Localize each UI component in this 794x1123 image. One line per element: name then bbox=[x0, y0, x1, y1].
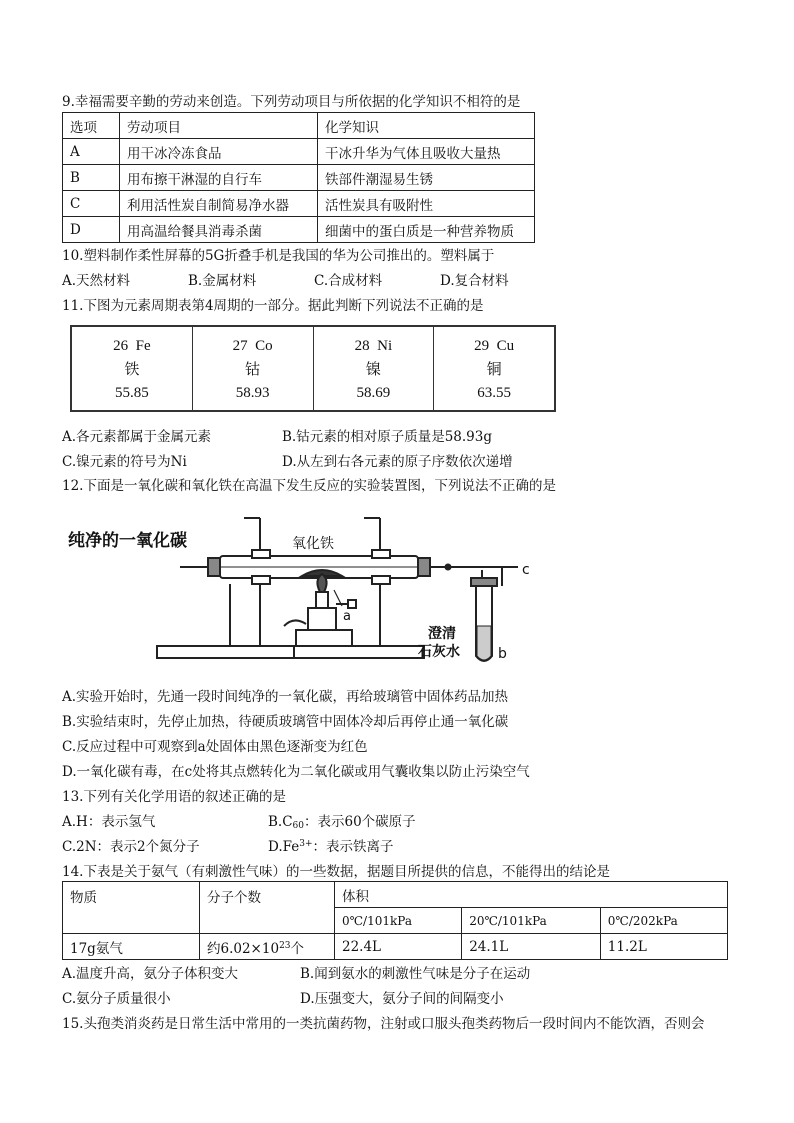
atomic-number: 28 bbox=[354, 338, 370, 354]
clamp bbox=[252, 576, 270, 584]
q10-option-c: C.合成材料 bbox=[314, 273, 383, 289]
element-cell-cu bbox=[434, 327, 554, 410]
q13-stem: 13.下列有关化学用语的叙述正确的是 bbox=[62, 789, 286, 805]
q9-stem: 9.幸福需要辛勤的劳动来创造。下列劳动项目与所依据的化学知识不相符的是 bbox=[62, 94, 521, 110]
element-name: 钴 bbox=[245, 362, 261, 378]
cell: 用高温给餐具消毒杀菌 bbox=[120, 217, 318, 243]
cell-volume-1: 24.1L bbox=[462, 934, 601, 960]
q12-option-a: A.实验开始时，先通一段时间纯净的一氧化碳，再给玻璃管中固体药品加热 bbox=[62, 689, 509, 705]
q10-option-b: B.金属材料 bbox=[188, 273, 257, 289]
cell: 干冰升华为气体且吸收大量热 bbox=[318, 139, 535, 165]
cell: B bbox=[63, 165, 120, 191]
clamp bbox=[372, 550, 390, 558]
q14-option-b: B.闻到氨水的刺激性气味是分子在运动 bbox=[300, 966, 531, 982]
count-unit: 个 bbox=[290, 940, 305, 957]
table-row bbox=[63, 191, 535, 217]
option-text: B.C bbox=[268, 814, 293, 830]
q11-option-d: D.从左到右各元素的原子序数依次递增 bbox=[282, 454, 513, 470]
label-b: b bbox=[498, 646, 507, 662]
experiment-apparatus-figure bbox=[62, 508, 562, 676]
q14-option-c: C.氨分子质量很小 bbox=[62, 991, 171, 1007]
header-volume: 体积 bbox=[335, 882, 728, 908]
atomic-number: 27 bbox=[232, 338, 248, 354]
count-exponent: 23 bbox=[279, 940, 291, 951]
cell: 活性炭具有吸附性 bbox=[318, 191, 535, 217]
condition-0: 0℃/101kPa bbox=[335, 908, 462, 934]
q12-option-c: C.反应过程中可观察到a处固体由黑色逐渐变为红色 bbox=[62, 739, 368, 755]
q11-option-b: B.钴元素的相对原子质量是58.93g bbox=[282, 429, 493, 445]
header-substance: 物质 bbox=[63, 882, 200, 934]
q14-table bbox=[62, 881, 728, 960]
condition-2: 0℃/202kPa bbox=[600, 908, 727, 934]
element-name: 铜 bbox=[486, 362, 502, 378]
table-row bbox=[63, 139, 535, 165]
lamp-base bbox=[296, 630, 352, 646]
q12-option-b: B.实验结束时，先停止加热，待硬质玻璃管中固体冷却后再停止通一氧化碳 bbox=[62, 714, 509, 730]
header-count: 分子个数 bbox=[200, 882, 335, 934]
option-text: C.2N：表示2个氮分子 bbox=[62, 839, 200, 855]
clamp bbox=[372, 576, 390, 584]
periodic-table-excerpt bbox=[70, 325, 556, 412]
test-tube-stopper bbox=[471, 578, 497, 586]
cell: A bbox=[63, 139, 120, 165]
flame bbox=[317, 574, 326, 592]
cell: 利用活性炭自制简易净水器 bbox=[120, 191, 318, 217]
atomic-mass: 58.69 bbox=[356, 385, 391, 401]
q13-option-b bbox=[268, 810, 416, 831]
element-symbol: Cu bbox=[496, 338, 515, 354]
label-limewater-line2: 石灰水 bbox=[418, 644, 460, 660]
condition-1: 20℃/101kPa bbox=[462, 908, 601, 934]
clamp bbox=[252, 550, 270, 558]
atomic-number: 26 bbox=[113, 338, 129, 354]
element-cell-ni bbox=[314, 327, 435, 410]
table-header-row bbox=[63, 882, 728, 908]
option-text: ：表示铁离子 bbox=[312, 839, 394, 855]
label-iron-oxide: 氧化铁 bbox=[292, 536, 334, 552]
q13-option-d bbox=[268, 835, 394, 855]
label-a: a bbox=[343, 609, 351, 624]
q9-table bbox=[62, 112, 535, 243]
left-stopper bbox=[208, 558, 220, 576]
lamp-body bbox=[308, 608, 336, 630]
q14-option-d: D.压强变大，氨分子间的间隔变小 bbox=[300, 991, 504, 1007]
cell-count bbox=[200, 934, 335, 960]
atomic-mass: 55.85 bbox=[115, 385, 149, 401]
q11-stem: 11.下图为元素周期表第4周期的一部分。据此判断下列说法不正确的是 bbox=[62, 298, 484, 314]
cell-volume-2: 11.2L bbox=[600, 934, 727, 960]
q10-stem: 10.塑料制作柔性屏幕的5G折叠手机是我国的华为公司推出的。塑料属于 bbox=[62, 248, 495, 264]
cell: 用布擦干淋湿的自行车 bbox=[120, 165, 318, 191]
header-option: 选项 bbox=[63, 113, 120, 139]
element-symbol: Co bbox=[255, 338, 273, 354]
element-symbol: Fe bbox=[135, 338, 151, 354]
right-stand-base bbox=[294, 646, 424, 658]
element-symbol: Ni bbox=[377, 338, 393, 354]
table-header-row bbox=[63, 113, 535, 139]
header-labor: 劳动项目 bbox=[120, 113, 318, 139]
limewater bbox=[477, 626, 491, 660]
q13-option-a bbox=[62, 810, 155, 830]
element-cell-co bbox=[193, 327, 314, 410]
q10-option-a: A.天然材料 bbox=[62, 273, 131, 289]
cell: C bbox=[63, 191, 120, 217]
count-text: 约6.02×10 bbox=[207, 940, 280, 957]
table-row bbox=[63, 934, 728, 960]
q11-option-a: A.各元素都属于金属元素 bbox=[62, 429, 212, 445]
cell: 铁部件潮湿易生锈 bbox=[318, 165, 535, 191]
element-cell-fe bbox=[72, 327, 193, 410]
q12-stem: 12.下面是一氧化碳和氧化铁在高温下发生反应的实验装置图，下列说法不正确的是 bbox=[62, 478, 556, 494]
lamp-handle bbox=[284, 620, 306, 626]
q15-stem: 15.头孢类消炎药是日常生活中常用的一类抗菌药物，注射或口服头孢类药物后一段时间内不能饮酒，否则会 bbox=[62, 1016, 705, 1032]
right-stopper bbox=[418, 558, 430, 576]
q11-option-c: C.镍元素的符号为Ni bbox=[62, 454, 187, 470]
element-name: 镍 bbox=[365, 362, 381, 378]
label-pure-co: 纯净的一氧化碳 bbox=[68, 531, 187, 551]
lamp-nozzle bbox=[316, 592, 328, 608]
cell: D bbox=[63, 217, 120, 243]
option-text: D.Fe bbox=[268, 839, 300, 855]
atomic-mass: 63.55 bbox=[477, 385, 511, 401]
table-row bbox=[63, 217, 535, 243]
cell-substance: 17g氨气 bbox=[63, 934, 200, 960]
atomic-mass: 58.93 bbox=[235, 385, 270, 401]
cell: 细菌中的蛋白质是一种营养物质 bbox=[318, 217, 535, 243]
subscript: 60 bbox=[292, 821, 304, 831]
label-c: c bbox=[522, 562, 530, 578]
superscript: 3+ bbox=[299, 839, 313, 849]
q10-option-d: D.复合材料 bbox=[440, 273, 509, 289]
header-knowledge: 化学知识 bbox=[318, 113, 535, 139]
q14-option-a: A.温度升高，氨分子体积变大 bbox=[62, 966, 239, 982]
cell: 用干冰冷冻食品 bbox=[120, 139, 318, 165]
table-row bbox=[63, 165, 535, 191]
q12-option-d: D.一氧化碳有毒，在c处将其点燃转化为二氧化碳或用气囊收集以防止污染空气 bbox=[62, 764, 530, 780]
label-limewater-line1: 澄清 bbox=[428, 626, 456, 642]
option-text: A.H：表示氢气 bbox=[62, 814, 156, 830]
cell-volume-0: 22.4L bbox=[335, 934, 462, 960]
atomic-number: 29 bbox=[474, 338, 490, 354]
element-name: 铁 bbox=[124, 362, 140, 378]
q14-stem: 14.下表是关于氨气（有刺激性气味）的一些数据，据题目所提供的信息，不能得出的结论是 bbox=[62, 864, 610, 880]
option-text: ：表示60个碳原子 bbox=[304, 814, 416, 830]
q13-option-c bbox=[62, 835, 200, 855]
